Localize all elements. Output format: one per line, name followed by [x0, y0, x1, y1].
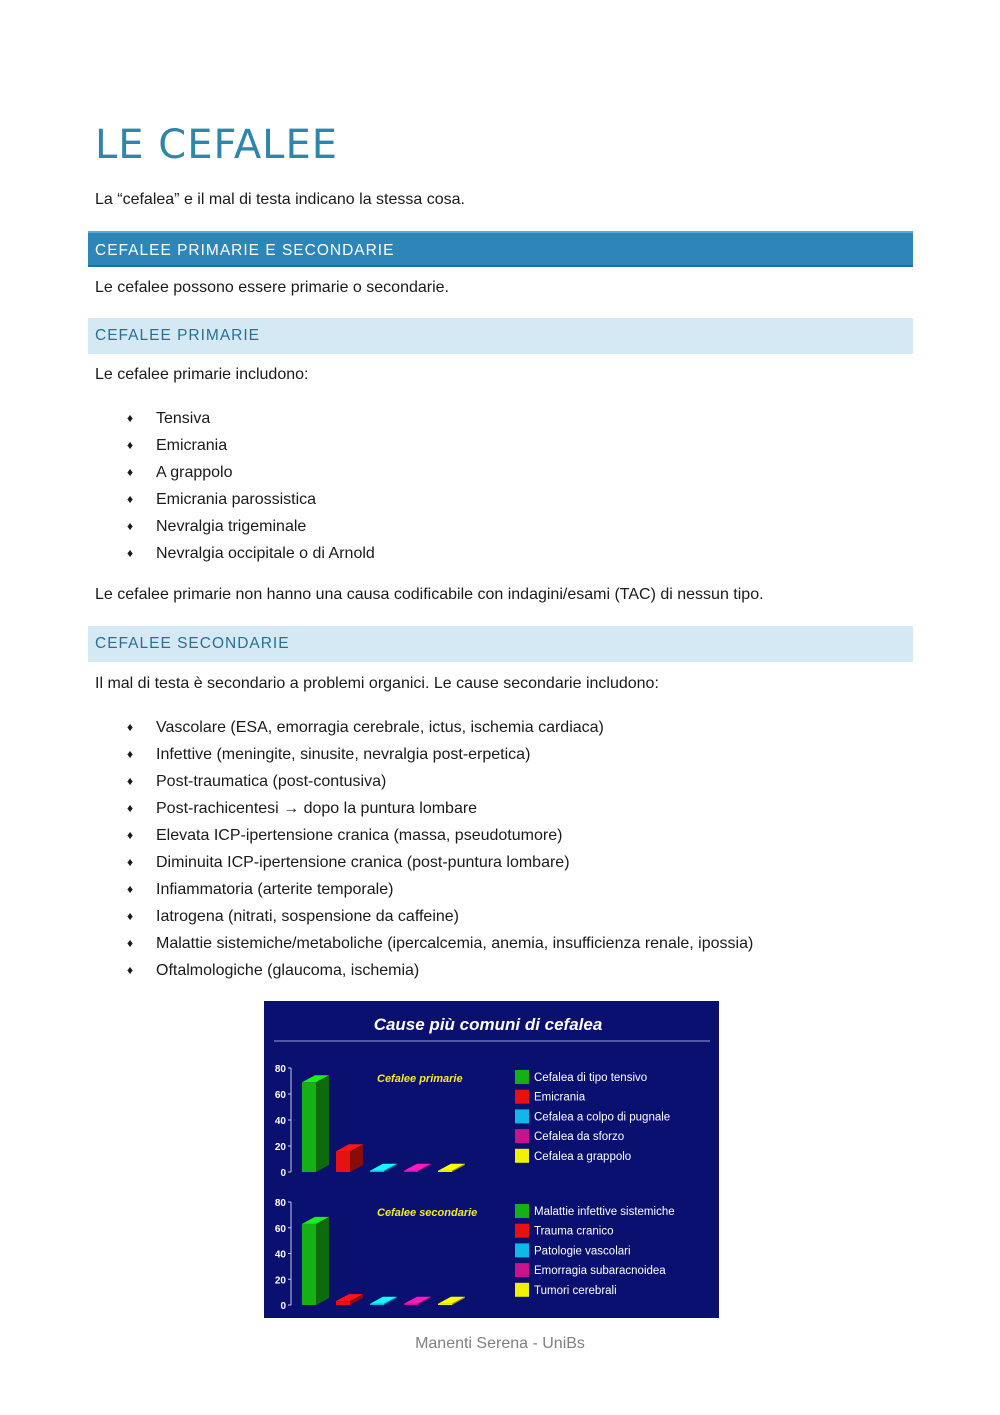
bar-front: [336, 1301, 350, 1305]
diamond-bullet-icon: ♦: [127, 936, 134, 950]
legend-label: Cefalea da sforzo: [534, 1131, 625, 1144]
bar-front: [336, 1151, 350, 1172]
legend-swatch: [515, 1224, 529, 1238]
legend-swatch: [515, 1243, 529, 1257]
list-item: ♦ Nevralgia trigeminale: [127, 513, 375, 540]
diamond-bullet-icon: ♦: [127, 438, 134, 452]
intro-text: La “cefalea” e il mal di testa indicano la stessa cosa.: [95, 191, 465, 208]
headache-causes-chart: [264, 1001, 719, 1318]
legend-swatch: [515, 1149, 529, 1163]
page-footer: Manenti Serena - UniBs: [415, 1335, 585, 1352]
list-item: ♦ Malattie sistemiche/metaboliche (ipercalcemia, anemia, insufficienza renale, ipossia): [127, 930, 753, 957]
y-tick-label: 20: [274, 1142, 286, 1153]
primarie-list: [127, 405, 375, 567]
bar-side: [316, 1217, 329, 1305]
diamond-bullet-icon: ♦: [127, 720, 134, 734]
y-tick-label: 40: [274, 1249, 286, 1261]
legend-swatch: [515, 1204, 529, 1218]
legend-label: Cefalea di tipo tensivo: [534, 1072, 648, 1084]
primarie-note: Le cefalee primarie non hanno una causa codificabile con indagini/esami (TAC) di nessun tipo.: [95, 586, 764, 603]
list-item: ♦ Post-rachicentesi → dopo la puntura lombare: [127, 795, 753, 822]
diamond-bullet-icon: ♦: [127, 855, 134, 869]
diamond-bullet-icon: ♦: [127, 774, 134, 788]
y-tick-label: 40: [274, 1116, 286, 1127]
secondarie-list: [127, 714, 753, 984]
list-item: ♦ Nevralgia occipitale o di Arnold: [127, 540, 375, 567]
y-tick-label: 0: [280, 1168, 286, 1179]
section-heading-secondarie: CEFALEE SECONDARIE: [88, 626, 913, 662]
legend-swatch: [515, 1283, 529, 1297]
diamond-bullet-icon: ♦: [127, 801, 134, 815]
list-item: ♦ A grappolo: [127, 459, 375, 486]
bar-front: [438, 1304, 452, 1305]
legend-label: Cefalea a colpo di pugnale: [534, 1111, 671, 1124]
legend-label: Cefalea a grappolo: [534, 1150, 632, 1163]
diamond-bullet-icon: ♦: [127, 492, 134, 506]
chart-title: Cause più comuni di cefalea: [373, 1015, 603, 1034]
diamond-bullet-icon: ♦: [127, 411, 134, 425]
legend-swatch: [515, 1090, 529, 1104]
diamond-bullet-icon: ♦: [127, 828, 134, 842]
bar-front: [302, 1224, 316, 1305]
legend-label: Malattie infettive sistemiche: [534, 1206, 675, 1218]
section-heading-primarie-secondarie: CEFALEE PRIMARIE E SECONDARIE: [88, 231, 913, 267]
y-tick-label: 60: [274, 1090, 286, 1101]
legend-swatch: [515, 1070, 529, 1084]
list-item: ♦ Diminuita ICP-ipertensione cranica (post-puntura lombare): [127, 849, 753, 876]
diamond-bullet-icon: ♦: [127, 882, 134, 896]
list-item: ♦ Tensiva: [127, 405, 375, 432]
page-title: LE CEFALEE: [95, 122, 339, 168]
list-item: ♦ Oftalmologiche (glaucoma, ischemia): [127, 957, 753, 984]
list-item: ♦ Post-traumatica (post-contusiva): [127, 768, 753, 795]
bar-side: [316, 1075, 329, 1172]
diamond-bullet-icon: ♦: [127, 747, 134, 761]
bar-front: [404, 1171, 418, 1172]
list-item: ♦ Infiammatoria (arterite temporale): [127, 876, 753, 903]
y-tick-label: 60: [274, 1223, 286, 1235]
y-tick-label: 80: [274, 1064, 286, 1075]
legend-swatch: [515, 1129, 529, 1143]
bar-front: [404, 1304, 418, 1305]
diamond-bullet-icon: ♦: [127, 546, 134, 560]
legend-label: Patologie vascolari: [534, 1245, 631, 1258]
legend-label: Emicrania: [534, 1091, 586, 1104]
list-item: ♦ Iatrogena (nitrati, sospensione da caffeine): [127, 903, 753, 930]
list-item: ♦ Emicrania: [127, 432, 375, 459]
diamond-bullet-icon: ♦: [127, 519, 134, 533]
legend-label: Tumori cerebrali: [534, 1284, 617, 1297]
diamond-bullet-icon: ♦: [127, 465, 134, 479]
y-tick-label: 20: [274, 1275, 286, 1287]
chart-subtitle: Cefalee secondarie: [377, 1207, 478, 1219]
list-item: ♦ Emicrania parossistica: [127, 486, 375, 513]
list-item: ♦ Infettive (meningite, sinusite, nevralgia post-erpetica): [127, 741, 753, 768]
legend-swatch: [515, 1263, 529, 1277]
diamond-bullet-icon: ♦: [127, 909, 134, 923]
section-heading-primarie: CEFALEE PRIMARIE: [88, 318, 913, 354]
list-item: ♦ Vascolare (ESA, emorragia cerebrale, ictus, ischemia cardiaca): [127, 714, 753, 741]
bar-front: [302, 1082, 316, 1172]
bar-front: [370, 1171, 384, 1172]
y-tick-label: 0: [280, 1301, 286, 1312]
legend-label: Emorragia subaracnoidea: [534, 1265, 666, 1278]
y-tick-label: 80: [274, 1198, 286, 1209]
legend-swatch: [515, 1109, 529, 1123]
bar-front: [438, 1171, 452, 1172]
legend-label: Trauma cranico: [534, 1225, 614, 1238]
section1-text: Le cefalee possono essere primarie o secondarie.: [95, 279, 449, 296]
secondarie-intro: Il mal di testa è secondario a problemi organici. Le cause secondarie includono:: [95, 675, 659, 692]
chart-subtitle: Cefalee primarie: [377, 1073, 463, 1085]
diamond-bullet-icon: ♦: [127, 963, 134, 977]
list-item: ♦ Elevata ICP-ipertensione cranica (massa, pseudotumore): [127, 822, 753, 849]
primarie-intro: Le cefalee primarie includono:: [95, 366, 309, 383]
bar-front: [370, 1304, 384, 1305]
